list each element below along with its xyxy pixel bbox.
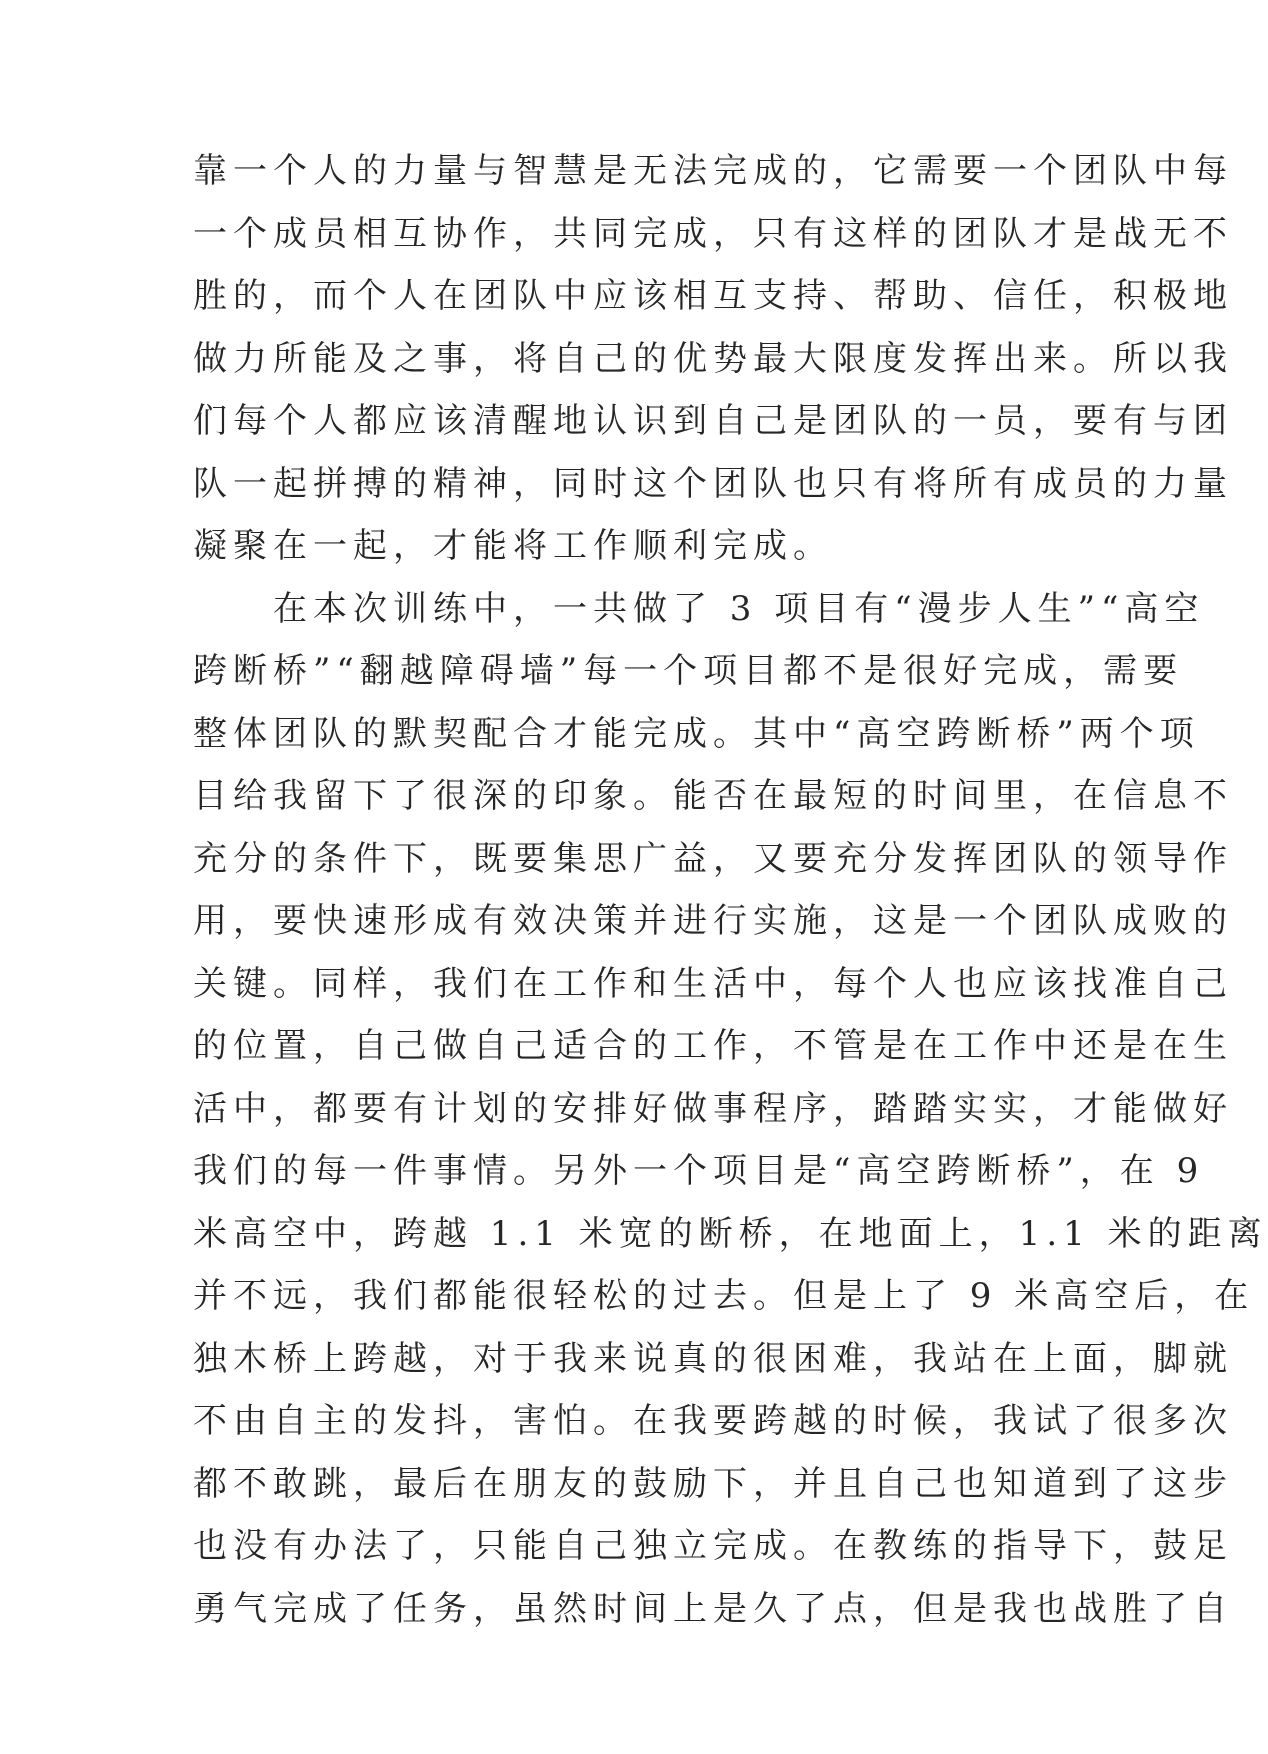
text-line: 并不远，我们都能很轻松的过去。但是上了 9 米高空后，在 xyxy=(193,1276,1255,1316)
text-line: 米高空中，跨越 1.1 米宽的断桥，在地面上，1.1 米的距离 xyxy=(193,1213,1268,1254)
body-text xyxy=(193,140,1268,1640)
text-line: 用，要快速形成有效决策并进行实施，这是一个团队成败的 xyxy=(193,901,1233,941)
text-line: 我们的每一件事情。另外一个项目是“高空跨断桥”，在 9 xyxy=(193,1151,1205,1191)
text-line: 都不敢跳，最后在朋友的鼓励下，并且自己也知道到了这步 xyxy=(193,1463,1233,1504)
text-line: 队一起拼搏的精神，同时这个团队也只有将所有成员的力量 xyxy=(193,463,1233,504)
text-line: 不由自主的发抖，害怕。在我要跨越的时候，我试了很多次 xyxy=(193,1401,1233,1441)
text-line: 整体团队的默契配合才能完成。其中“高空跨断桥”两个项 xyxy=(193,713,1200,754)
text-line: 凝聚在一起，才能将工作顺利完成。 xyxy=(193,526,833,566)
text-line: 跨断桥”“翻越障碍墙”每一个项目都不是很好完成，需要 xyxy=(193,651,1184,691)
text-line: 的位置，自己做自己适合的工作，不管是在工作中还是在生 xyxy=(193,1026,1233,1066)
text-line: 一个成员相互协作，共同完成，只有这样的团队才是战无不 xyxy=(193,213,1233,254)
text-line: 们每个人都应该清醒地认识到自己是团队的一员，要有与团 xyxy=(193,401,1233,441)
text-line: 靠一个人的力量与智慧是无法完成的，它需要一个团队中每 xyxy=(193,151,1233,191)
text-line: 充分的条件下，既要集思广益，又要充分发挥团队的领导作 xyxy=(193,838,1233,879)
text-line: 也没有办法了，只能自己独立完成。在教练的指导下，鼓足 xyxy=(193,1526,1233,1566)
text-line: 胜的，而个人在团队中应该相互支持、帮助、信任，积极地 xyxy=(193,276,1233,316)
text-line: 勇气完成了任务，虽然时间上是久了点，但是我也战胜了自 xyxy=(193,1588,1233,1629)
text-line: 目给我留下了很深的印象。能否在最短的时间里，在信息不 xyxy=(193,776,1233,816)
text-line: 独木桥上跨越，对于我来说真的很困难，我站在上面，脚就 xyxy=(193,1338,1233,1379)
text-line: 在本次训练中，一共做了 3 项目有“漫步人生”“高空 xyxy=(193,588,1205,629)
text-line: 活中，都要有计划的安排好做事程序，踏踏实实，才能做好 xyxy=(193,1088,1233,1129)
text-line: 做力所能及之事，将自己的优势最大限度发挥出来。所以我 xyxy=(193,338,1233,379)
text-line: 关键。同样，我们在工作和生活中，每个人也应该找准自己 xyxy=(193,963,1233,1004)
